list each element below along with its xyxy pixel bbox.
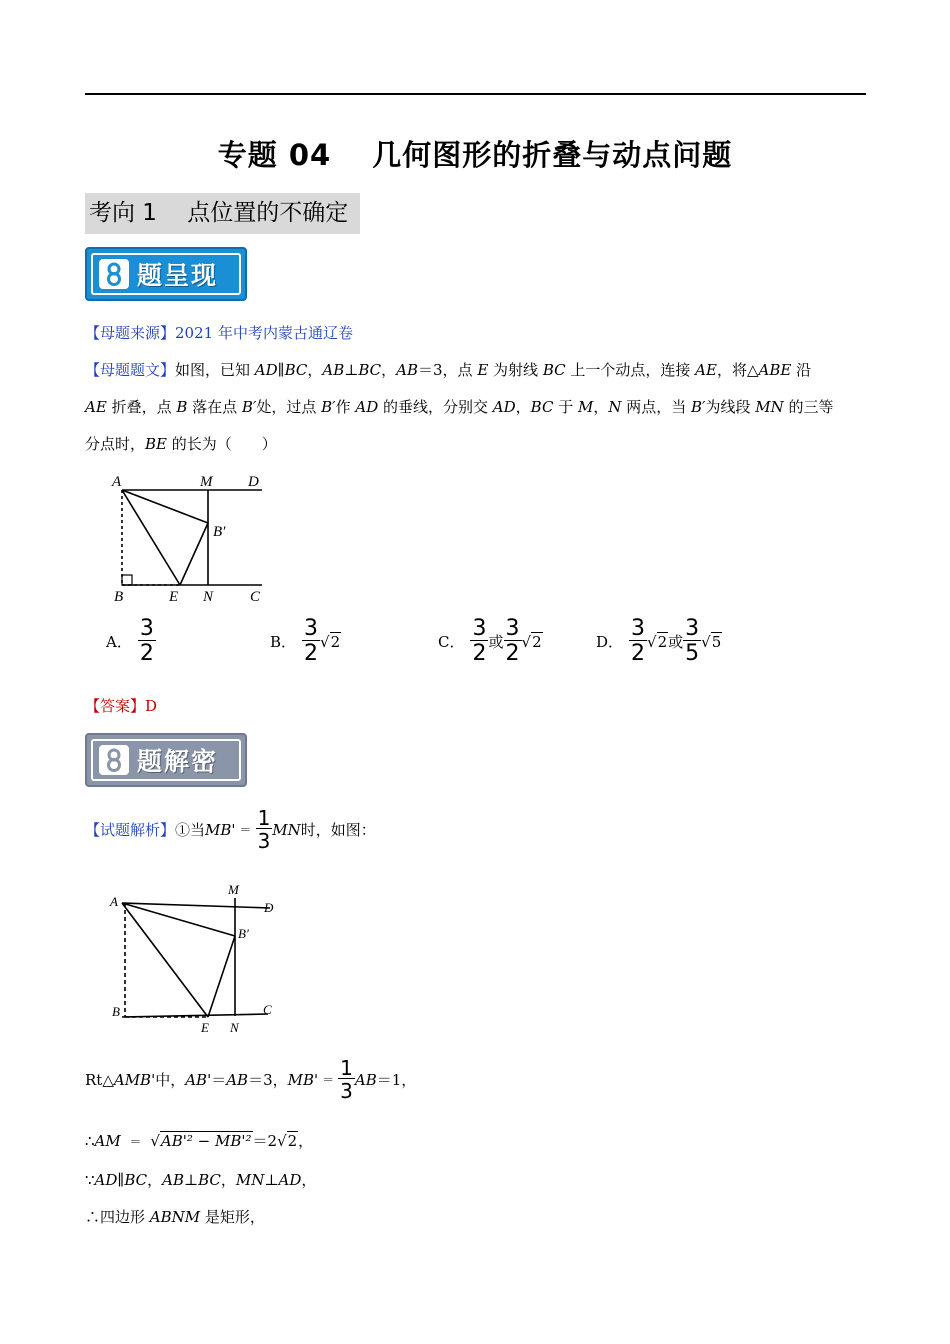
- fig2-label-B1: B′: [238, 926, 249, 941]
- problem-line-1: 【母题题文】如图，已知 AD∥BC，AB⊥BC，AB＝3，点 E 为射线 BC 上一个动点，连接 AE，将△ABE 沿: [85, 361, 812, 379]
- fig1-label-C: C: [250, 589, 261, 605]
- fig2-label-A: A: [110, 894, 118, 909]
- page-title: 专题 04 几何图形的折叠与动点问题: [217, 138, 733, 172]
- fig1-label-E: E: [169, 589, 179, 605]
- solution-line-2: Rt△ AMB' 中， AB' ＝ AB ＝3， MB' ＝ $\frac{1}{3}$ AB ＝1，: [85, 1056, 417, 1103]
- badge-icon: [99, 745, 129, 775]
- problem-line-3: 分点时，BE 的长为（ ）: [85, 435, 277, 453]
- top-rule: [85, 93, 866, 95]
- choice-d[interactable]: D． $\frac{3}{2}$ √2 或 $\frac{3}{5}$ √5: [596, 616, 722, 666]
- fig1-label-A: A: [112, 474, 122, 490]
- banner-problem-text: 题呈现: [137, 261, 219, 290]
- fig2-label-D: D: [264, 900, 274, 915]
- solution-line-1: 【试题解析】 ①当 MB' ＝ $\frac{1}{3}$ MN 时，如图：: [85, 806, 376, 853]
- answer-line: 【答案】D: [85, 697, 158, 715]
- banner-problem: [85, 247, 247, 301]
- fig1-label-D: D: [248, 474, 259, 490]
- fig1-label-B: B: [114, 589, 124, 605]
- fig2-label-C: C: [263, 1002, 272, 1017]
- fig1-label-N: N: [203, 589, 214, 605]
- problem-line-2: AE 折叠，点 B 落在点 B′处，过点 B′作 AD 的垂线，分别交 AD，BC 于 M，N 两点，当 B′为线段 MN 的三等: [85, 398, 834, 416]
- fig2-label-M: M: [228, 882, 239, 897]
- fig1-label-B1: B′: [213, 524, 226, 540]
- figure-1: [100, 468, 280, 608]
- fig1-label-M: M: [200, 474, 213, 490]
- solution-line-5: ∴四边形 ABNM 是矩形，: [85, 1208, 265, 1226]
- choice-b[interactable]: B． $\frac{3}{2}$ √2: [270, 616, 341, 666]
- section-tag: 考向 1 点位置的不确定: [85, 193, 360, 234]
- banner-solution: [85, 733, 247, 787]
- figure-2: [100, 878, 280, 1038]
- solution-line-4: ∵AD∥BC，AB⊥BC，MN⊥AD，: [85, 1171, 317, 1189]
- choice-c[interactable]: C． $\frac{3}{2}$ 或 $\frac{3}{2}$ √2: [438, 616, 542, 666]
- solution-line-3: ∴AM ＝ √AB'² − MB'²＝2√2，: [85, 1132, 314, 1150]
- banner-solution-text: 题解密: [137, 747, 219, 776]
- problem-source: 【母题来源】2021 年中考内蒙古通辽卷: [85, 324, 353, 342]
- badge-icon: [99, 259, 129, 289]
- fig2-label-E: E: [201, 1020, 209, 1035]
- fig2-label-B: B: [112, 1004, 120, 1019]
- choice-a[interactable]: A． $\frac{3}{2}$: [106, 616, 154, 666]
- fig2-label-N: N: [230, 1020, 239, 1035]
